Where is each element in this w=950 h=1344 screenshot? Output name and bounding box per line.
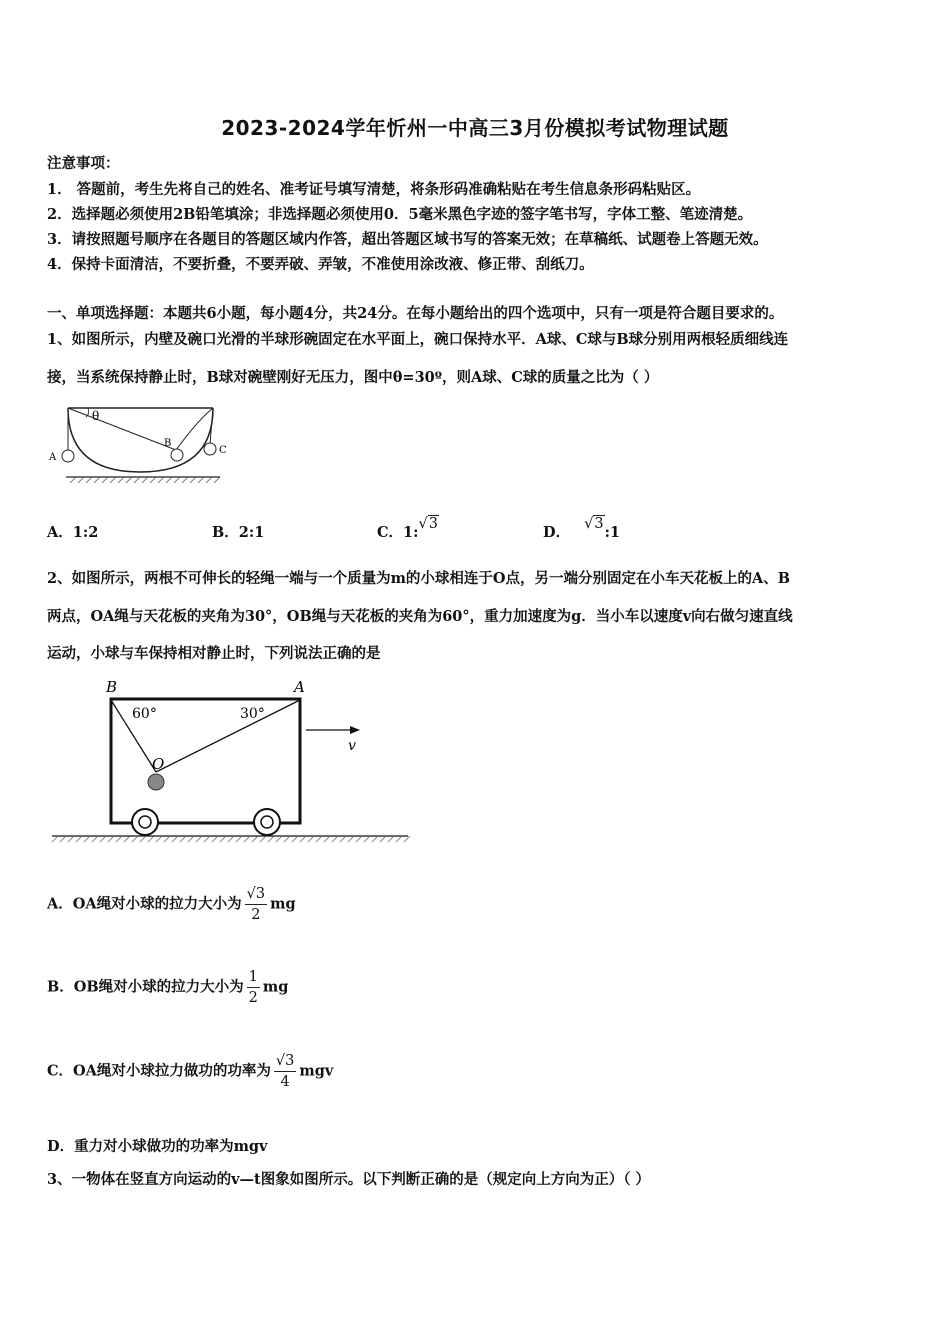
q1-bowl-figure: [48, 400, 238, 485]
wheel-left-hub: [139, 816, 151, 828]
wheel-right-hub: [261, 816, 273, 828]
notice-heading: 注意事项：: [47, 155, 120, 172]
notice-item-4: 4．保持卡面清洁，不要折叠，不要弄破、弄皱，不准使用涂改液、修正带、刮纸刀。: [47, 256, 594, 273]
fraction: $\frac{√3}{4}$: [275, 1053, 295, 1090]
q2-stem-line2: 两点，OA绳与天花板的夹角为30°，OB绳与天花板的夹角为60°，重力加速度为g．当小车以速度v向右做匀速直线: [47, 608, 793, 625]
q2-option-c: C．OA绳对小球拉力做功的功率为 $\frac{√3}{4}$ mgv: [47, 1053, 334, 1090]
label-v: v: [348, 738, 356, 754]
ball-a: [62, 450, 74, 462]
notice-item-2: 2．选择题必须使用2B铅笔填涂；非选择题必须使用0．5毫米黑色字迹的签字笔书写，字体工整、笔迹清楚。: [47, 206, 753, 223]
angle-b: 60°: [132, 706, 157, 722]
page-title: 2023-2024学年忻州一中高三3月份模拟考试物理试题: [221, 116, 729, 140]
label-a: A: [49, 452, 57, 463]
label-a: A: [294, 678, 305, 696]
q1-option-d: D． √3:1: [543, 516, 621, 541]
q2-cart-figure: [48, 672, 418, 852]
label-b: B: [106, 678, 118, 696]
q1-stem-line1: 1、如图所示，内壁及碗口光滑的半球形碗固定在水平面上，碗口保持水平．A球、C球与B球分别用两根轻质细线连: [47, 331, 789, 348]
fraction: $\frac{1}{2}$: [248, 969, 258, 1006]
q2-option-b: B．OB绳对小球的拉力大小为 $\frac{1}{2}$ mg: [47, 969, 289, 1006]
section-heading: 一、单项选择题：本题共6小题，每小题4分，共24分。在每小题给出的四个选项中，只有一项是符合题目要求的。: [47, 305, 784, 322]
notice-item-3: 3．请按照题号顺序在各题目的答题区域内作答，超出答题区域书写的答案无效；在草稿纸、试题卷上答题无效。: [47, 231, 768, 248]
q1-option-c: C．1:√3: [377, 516, 438, 541]
string-c: [210, 408, 213, 444]
q2-option-a: A．OA绳对小球的拉力大小为 $\frac{√3}{2}$ mg: [47, 886, 296, 923]
string-ab: [68, 408, 176, 450]
label-b: B: [164, 438, 172, 449]
arrow-head: [350, 726, 360, 734]
label-c: C: [219, 445, 227, 456]
fraction: $\frac{√3}{2}$: [246, 886, 266, 923]
angle-a: 30°: [240, 706, 265, 722]
ball-c: [204, 443, 216, 455]
label-o: O: [152, 755, 165, 773]
q1-stem-line2: 接，当系统保持静止时，B球对碗壁刚好无压力，图中θ=30º，则A球、C球的质量之比为（ ）: [47, 369, 659, 386]
sqrt-3: √3: [418, 516, 438, 532]
q2-stem-line3: 运动，小球与车保持相对静止时，下列说法正确的是: [47, 645, 381, 662]
ball-b: [171, 449, 183, 461]
q1-option-b: B．2:1: [212, 524, 265, 541]
rope-oa: [156, 700, 300, 772]
ground-hatch: [70, 477, 220, 483]
q2-stem-line1: 2、如图所示，两根不可伸长的轻绳一端与一个质量为m的小球相连于O点，另一端分别固定在小车天花板上的A、B: [47, 570, 791, 587]
notice-item-1: 1． 答题前，考生先将自己的姓名、准考证号填写清楚，将条形码准确粘贴在考生信息条形码粘贴区。: [47, 181, 701, 198]
sqrt-3: √3: [584, 516, 604, 532]
road-hatch: [52, 836, 410, 842]
q1-option-a: A．1:2: [47, 524, 99, 541]
q2-option-d: D．重力对小球做功的功率为mgv: [47, 1138, 268, 1155]
theta-label: θ: [92, 409, 100, 423]
ball-o: [148, 774, 164, 790]
q3-stem-line1: 3、一物体在竖直方向运动的v—t图象如图所示。以下判断正确的是（规定向上方向为正）（ ）: [47, 1171, 651, 1188]
bowl-curve: [68, 408, 213, 472]
